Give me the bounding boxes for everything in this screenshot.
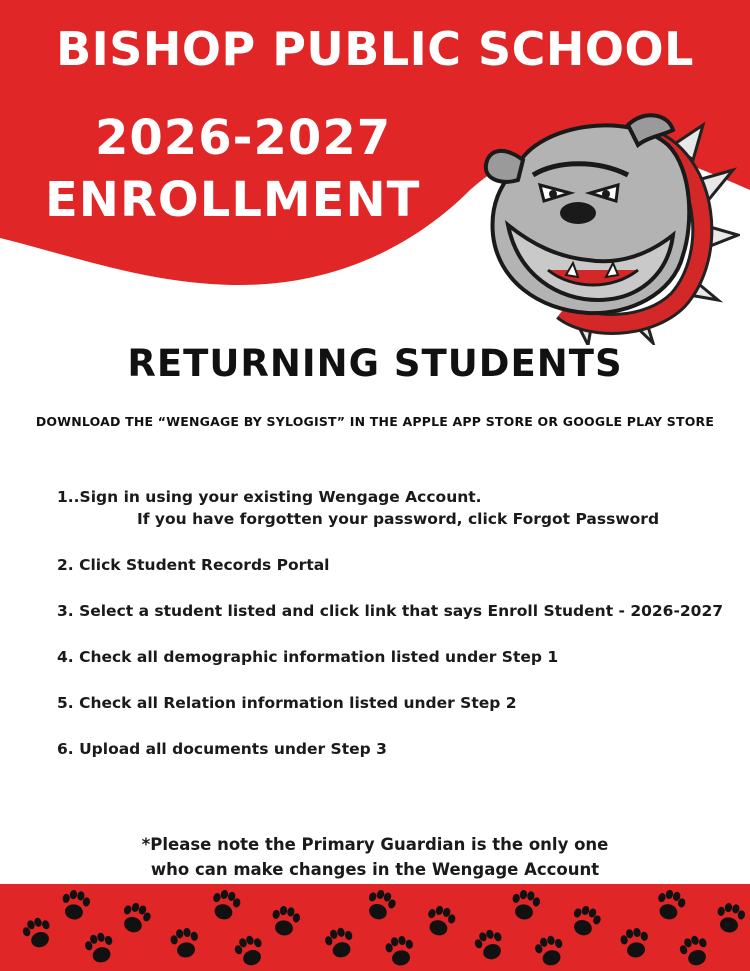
step-text: 2. Click Student Records Portal <box>57 556 330 574</box>
returning-students-heading: RETURNING STUDENTS <box>127 342 623 385</box>
paw-print-icon <box>83 930 117 965</box>
step-item <box>57 600 737 622</box>
enrollment-year: 2026-2027 <box>95 110 392 166</box>
paw-print-icon <box>20 915 56 952</box>
paw-print-icon <box>619 926 651 959</box>
paw-print-icon <box>653 887 687 922</box>
step-item <box>57 486 737 530</box>
step-text: 1..Sign in using your existing Wengage Account. <box>57 488 482 506</box>
paw-print-icon <box>384 934 416 967</box>
paw-print-icon <box>423 903 457 938</box>
step-item <box>57 738 737 760</box>
step-continuation: If you have forgotten your password, click Forgot Password <box>137 510 660 528</box>
step-text: 3. Select a student listed and click link that says Enroll Student - 2026-2027 <box>57 602 724 620</box>
paw-print-icon <box>118 900 154 937</box>
paw-print-icon <box>472 927 508 964</box>
note-line-2: who can make changes in the Wengage Account <box>150 860 600 879</box>
paw-print-icon <box>714 901 746 934</box>
step-text: 4. Check all demographic information listed under Step 1 <box>57 648 559 666</box>
step-text: 6. Upload all documents under Step 3 <box>57 740 387 758</box>
step-item <box>57 692 737 714</box>
paw-print-icon <box>568 903 604 940</box>
paw-print-icon <box>509 888 541 921</box>
paw-print-pattern <box>0 884 750 971</box>
note-line-1: *Please note the Primary Guardian is the only one <box>141 835 609 854</box>
download-instruction: DOWNLOAD THE “WENGAGE BY SYLOGIST” IN THE APPLE APP STORE OR GOOGLE PLAY STORE <box>35 414 715 429</box>
paw-print-icon <box>533 933 567 968</box>
paw-print-icon <box>269 904 301 937</box>
paw-print-icon <box>59 888 91 921</box>
footer-band <box>0 884 750 971</box>
school-title: BISHOP PUBLIC SCHOOL <box>56 22 694 76</box>
paw-print-icon <box>169 926 201 959</box>
paw-print-icon <box>208 887 242 922</box>
paw-print-icon <box>232 933 268 970</box>
step-item <box>57 646 737 668</box>
step-text: 5. Check all Relation information listed under Step 2 <box>57 694 517 712</box>
enrollment-title: ENROLLMENT <box>45 172 421 228</box>
enrollment-steps <box>57 486 737 784</box>
paw-print-icon <box>677 933 713 970</box>
bulldog-mascot-icon <box>478 105 740 345</box>
step-item <box>57 554 737 576</box>
paw-print-icon <box>363 887 399 924</box>
guardian-note <box>0 832 750 882</box>
paw-print-icon <box>323 925 357 960</box>
